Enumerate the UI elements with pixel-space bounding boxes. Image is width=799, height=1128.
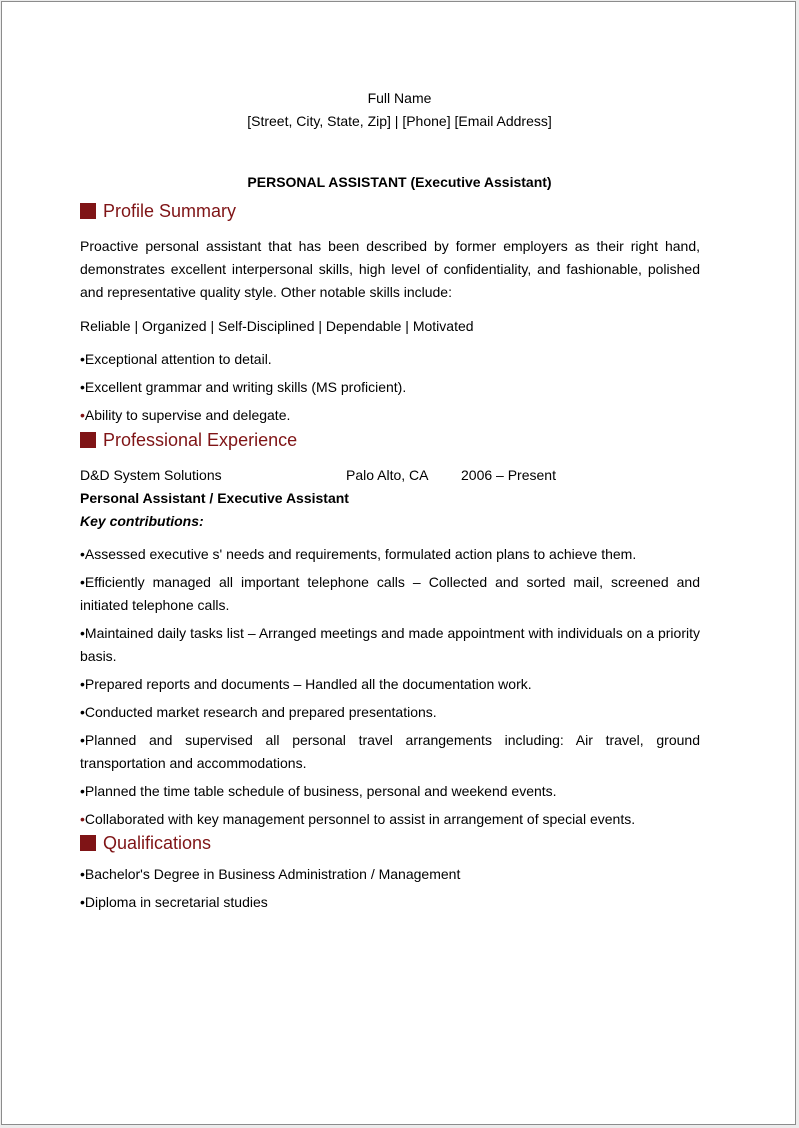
bullet-icon: • [80,407,85,423]
bullet-icon: • [80,546,85,562]
list-item: •Maintained daily tasks list – Arranged meetings and made appointment with individuals on a priority basis. [80,622,700,668]
resume-page [1,1,796,1125]
profile-summary-text: Proactive personal assistant that has been described by former employers as their right hand, demonstrates excellent interpersonal skills, high level of confidentiality, and fashionable, polished and representative quality style. Other notable skills include: [80,238,700,300]
bullet-icon: • [80,379,85,395]
section-square-icon [80,835,96,851]
profile-summary-heading [80,202,236,220]
section-square-icon [80,432,96,448]
professional-experience-heading [80,431,297,449]
bullet-icon: • [80,351,85,367]
section-title: Professional Experience [103,430,298,450]
list-item: •Planned the time table schedule of business, personal and weekend events. [80,783,557,799]
contact-line: [Street, City, State, Zip] | [Phone] [Email Address] [247,113,552,129]
section-title: Qualifications [103,833,212,853]
bullet-icon: • [80,704,85,720]
bullet-icon: • [80,676,85,692]
qualifications-heading [80,834,211,852]
traits-line: Reliable | Organized | Self-Disciplined | Dependable | Motivated [80,318,474,334]
key-contributions-label: Key contributions: [80,513,204,529]
list-item: •Ability to supervise and delegate. [80,407,291,423]
company-name: D&D System Solutions [80,467,222,483]
list-item: •Assessed executive s' needs and requirements, formulated action plans to achieve them. [80,546,637,562]
list-item: •Collaborated with key management personnel to assist in arrangement of special events. [80,811,636,827]
company-location: Palo Alto, CA [346,467,429,483]
bullet-icon: • [80,866,85,882]
list-item: •Prepared reports and documents – Handled all the documentation work. [80,676,532,692]
list-item: •Efficiently managed all important telephone calls – Collected and sorted mail, screened and initiated telephone calls. [80,571,700,617]
bullet-icon: • [80,894,85,910]
section-title: Profile Summary [103,201,237,221]
bullet-icon: • [80,732,85,748]
bullet-icon: • [80,783,85,799]
full-name: Full Name [367,90,432,106]
list-item: •Conducted market research and prepared presentations. [80,704,437,720]
bullet-icon: • [80,811,85,827]
bullet-icon: • [80,574,85,590]
section-square-icon [80,203,96,219]
list-item: •Bachelor's Degree in Business Administration / Management [80,866,461,882]
bullet-icon: • [80,625,85,641]
employment-dates: 2006 – Present [461,467,556,483]
list-item: •Excellent grammar and writing skills (MS proficient). [80,379,407,395]
list-item: •Exceptional attention to detail. [80,351,272,367]
job-title: PERSONAL ASSISTANT (Executive Assistant) [247,174,552,190]
position-title: Personal Assistant / Executive Assistant [80,490,349,506]
list-item: •Diploma in secretarial studies [80,894,268,910]
list-item: •Planned and supervised all personal travel arrangements including: Air travel, ground transportation and accommodations. [80,729,700,775]
